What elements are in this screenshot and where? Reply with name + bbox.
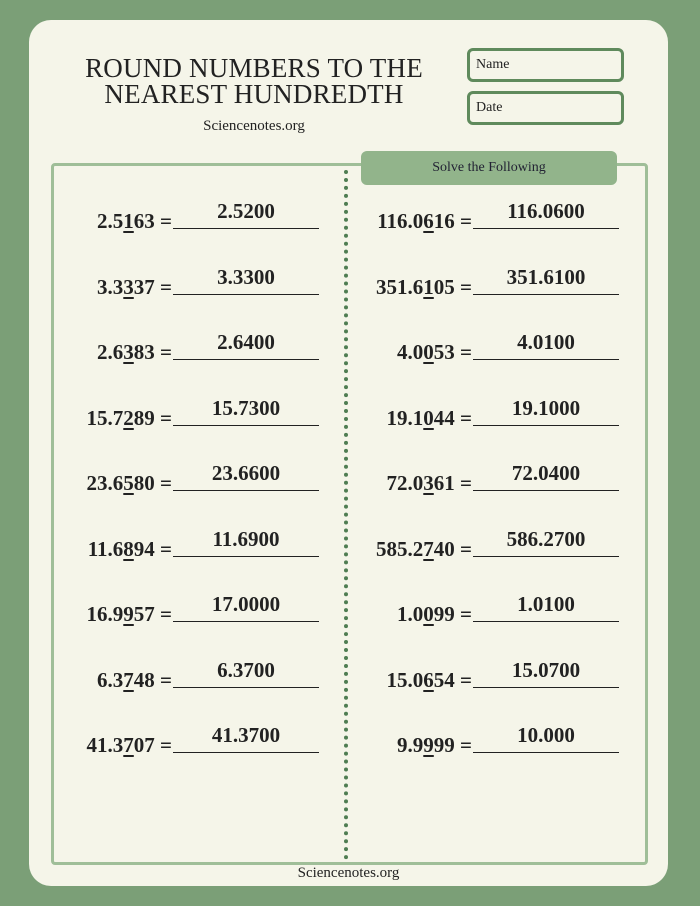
number-prefix: 6.3 [97, 667, 124, 692]
hundredths-digit: 1 [123, 209, 134, 233]
answer-blank[interactable] [473, 490, 619, 491]
hundredths-digit: 9 [423, 733, 434, 757]
hundredths-digit: 0 [423, 602, 434, 626]
problem-row [29, 391, 668, 431]
answer-value: 2.5200 [217, 199, 275, 223]
problem-expression [376, 275, 472, 300]
number-prefix: 4.0 [397, 340, 424, 364]
number-prefix: 2.6 [97, 340, 124, 364]
answer-blank[interactable] [473, 294, 619, 295]
number-suffix: 89 = [133, 405, 172, 430]
problem-expression [387, 668, 472, 693]
answer-value: 586.2700 [506, 526, 586, 551]
answer-blank[interactable] [473, 687, 619, 688]
answer-value: 2.6400 [217, 330, 275, 354]
answer-blank[interactable] [473, 556, 619, 557]
title-line-2: NEAREST HUNDREDTH [104, 79, 404, 109]
number-suffix: 99 = [433, 602, 472, 626]
hundredths-digit: 3 [123, 340, 134, 364]
answer-blank[interactable] [473, 425, 619, 426]
number-prefix: 72.0 [386, 471, 424, 495]
answer-value: 19.1000 [511, 395, 581, 420]
number-prefix: 2.5 [97, 209, 124, 233]
date-field[interactable] [467, 91, 624, 125]
number-prefix: 9.9 [397, 733, 424, 757]
number-prefix: 1.0 [397, 602, 424, 626]
number-suffix: 54 = [433, 667, 472, 692]
number-prefix: 16.9 [86, 602, 124, 626]
answer-value: 6.3700 [217, 657, 275, 682]
hundredths-digit: 7 [423, 536, 434, 561]
problem-row [29, 325, 668, 365]
site-credit-top: Sciencenotes.org [203, 118, 305, 134]
answer-value: 116.0600 [507, 199, 585, 223]
answer-value: 15.0700 [511, 657, 581, 682]
answer-value: 23.6600 [211, 461, 281, 485]
answer-value: 1.0100 [517, 592, 575, 616]
instructions-banner: Solve the Following [361, 151, 617, 185]
hundredths-digit: 7 [123, 667, 134, 692]
answer-value: 3.3300 [217, 264, 275, 289]
number-suffix: 63 = [133, 209, 172, 233]
number-suffix: 37 = [133, 274, 172, 299]
problem-expression [376, 537, 472, 562]
number-prefix: 19.1 [386, 405, 424, 430]
problem-expression [377, 209, 472, 234]
problem-expression [397, 340, 472, 365]
answer-value: 72.0400 [511, 461, 581, 485]
answer-blank[interactable] [473, 621, 619, 622]
hundredths-digit: 0 [423, 405, 434, 430]
answer-value: 15.7300 [211, 395, 281, 420]
problem-row [29, 260, 668, 300]
answer-blank[interactable] [473, 228, 619, 229]
number-prefix: 23.6 [86, 471, 124, 495]
hundredths-digit: 8 [123, 536, 134, 561]
site-credit-bottom: Sciencenotes.org [297, 865, 400, 881]
page-title [69, 55, 439, 107]
problem-row [29, 653, 668, 693]
number-suffix: 83 = [133, 340, 172, 364]
hundredths-digit: 2 [123, 405, 134, 430]
number-prefix: 585.2 [376, 536, 424, 561]
date-label: Date [476, 100, 503, 115]
problem-row [29, 522, 668, 562]
problem-expression [387, 406, 472, 431]
problem-row [29, 587, 668, 627]
answer-value: 10.000 [517, 723, 575, 747]
answer-value: 11.6900 [212, 526, 280, 551]
title-line-1: ROUND NUMBERS TO THE [85, 53, 423, 83]
name-field[interactable] [467, 48, 624, 82]
hundredths-digit: 0 [423, 340, 434, 364]
number-suffix: 40 = [433, 536, 472, 561]
problem-row [29, 718, 668, 758]
answer-value: 41.3700 [211, 723, 281, 747]
number-suffix: 07 = [133, 733, 172, 757]
number-prefix: 41.3 [86, 733, 124, 757]
answer-value: 17.0000 [211, 592, 281, 616]
number-suffix: 16 = [433, 209, 472, 233]
answer-blank[interactable] [473, 359, 619, 360]
hundredths-digit: 9 [123, 602, 134, 626]
number-suffix: 61 = [433, 471, 472, 495]
problem-expression [397, 602, 472, 627]
number-prefix: 3.3 [97, 274, 124, 299]
problem-row [29, 194, 668, 234]
number-prefix: 11.6 [87, 536, 124, 561]
hundredths-digit: 6 [423, 209, 434, 233]
hundredths-digit: 6 [423, 667, 434, 692]
hundredths-digit: 3 [423, 471, 434, 495]
problem-row [29, 456, 668, 496]
hundredths-digit: 1 [423, 274, 434, 299]
hundredths-digit: 5 [123, 471, 134, 495]
name-label: Name [476, 57, 510, 72]
hundredths-digit: 7 [123, 733, 134, 757]
number-suffix: 53 = [433, 340, 472, 364]
number-suffix: 80 = [133, 471, 172, 495]
number-prefix: 15.0 [386, 667, 424, 692]
number-suffix: 44 = [433, 405, 472, 430]
answer-blank[interactable] [473, 752, 619, 753]
answer-value: 351.6100 [506, 264, 586, 289]
number-prefix: 351.6 [376, 274, 424, 299]
problem-expression [397, 733, 472, 758]
worksheet [29, 20, 668, 886]
number-suffix: 48 = [133, 667, 172, 692]
hundredths-digit: 3 [123, 274, 134, 299]
number-suffix: 57 = [133, 602, 172, 626]
number-suffix: 94 = [133, 536, 172, 561]
number-prefix: 116.0 [377, 209, 424, 233]
problem-expression [387, 471, 472, 496]
number-suffix: 05 = [433, 274, 472, 299]
number-prefix: 15.7 [86, 405, 124, 430]
number-suffix: 99 = [433, 733, 472, 757]
answer-value: 4.0100 [517, 330, 575, 354]
